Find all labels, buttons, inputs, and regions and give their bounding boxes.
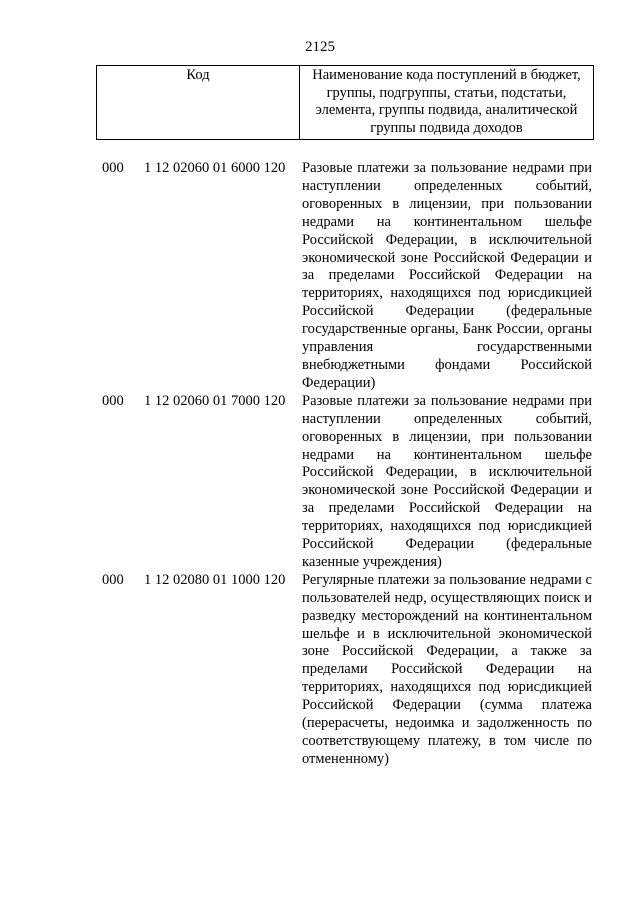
page-number: 2125 <box>305 39 335 55</box>
header-code-cell: Код <box>97 66 300 140</box>
table-row <box>102 393 592 572</box>
header-name-cell: Наименование кода поступлений в бюджет, группы, подгруппы, статьи, подстатьи, элемента, группы подвида, аналитической группы подвида доходов <box>300 66 594 140</box>
income-code-list <box>102 160 592 769</box>
income-code: 1 12 02060 01 7000 120 <box>144 392 286 409</box>
header-table <box>96 65 594 140</box>
admin-code: 000 <box>102 160 124 176</box>
income-code: 1 12 02060 01 6000 120 <box>144 160 286 176</box>
table-row <box>102 572 592 769</box>
income-code-name: Регулярные платежи за пользование недрами с пользователей недр, осуществляющих поиск и разведку месторождений на континентальном шельфе и в исключительной экономической зоне Российской Федерации, а также за пределами Российской Федерации на территориях, находящихся под юрисдикцией Российской Федерации (сумма платежа (перерасчеты, недоимка и задолженность по соответствующему платежу, в том числе по отмененному) <box>302 571 592 767</box>
income-code: 1 12 02080 01 1000 120 <box>144 571 286 588</box>
table-row <box>102 160 592 393</box>
admin-code: 000 <box>102 392 124 409</box>
header-row <box>97 66 594 140</box>
admin-code: 000 <box>102 571 124 588</box>
income-code-name: Разовые платежи за пользование недрами при наступлении определенных событий, оговоренных в лицензии, при пользовании недрами на континентальном шельфе Российской Федерации, в исключительной экономической зоне Российской Федерации и за пределами Российской Федерации на территориях, находящихся под юрисдикцией Российской Федерации (федеральные государственные органы, Банк России, органы управления государственными внебюджетными фондами Российской Федерации) <box>302 160 592 391</box>
income-code-name: Разовые платежи за пользование недрами при наступлении определенных событий, оговоренных в лицензии, при пользовании недрами на континентальном шельфе Российской Федерации, в исключительной экономической зоне Российской Федерации и за пределами Российской Федерации на территориях, находящихся под юрисдикцией Российской Федерации (федеральные казенные учреждения) <box>302 392 592 570</box>
